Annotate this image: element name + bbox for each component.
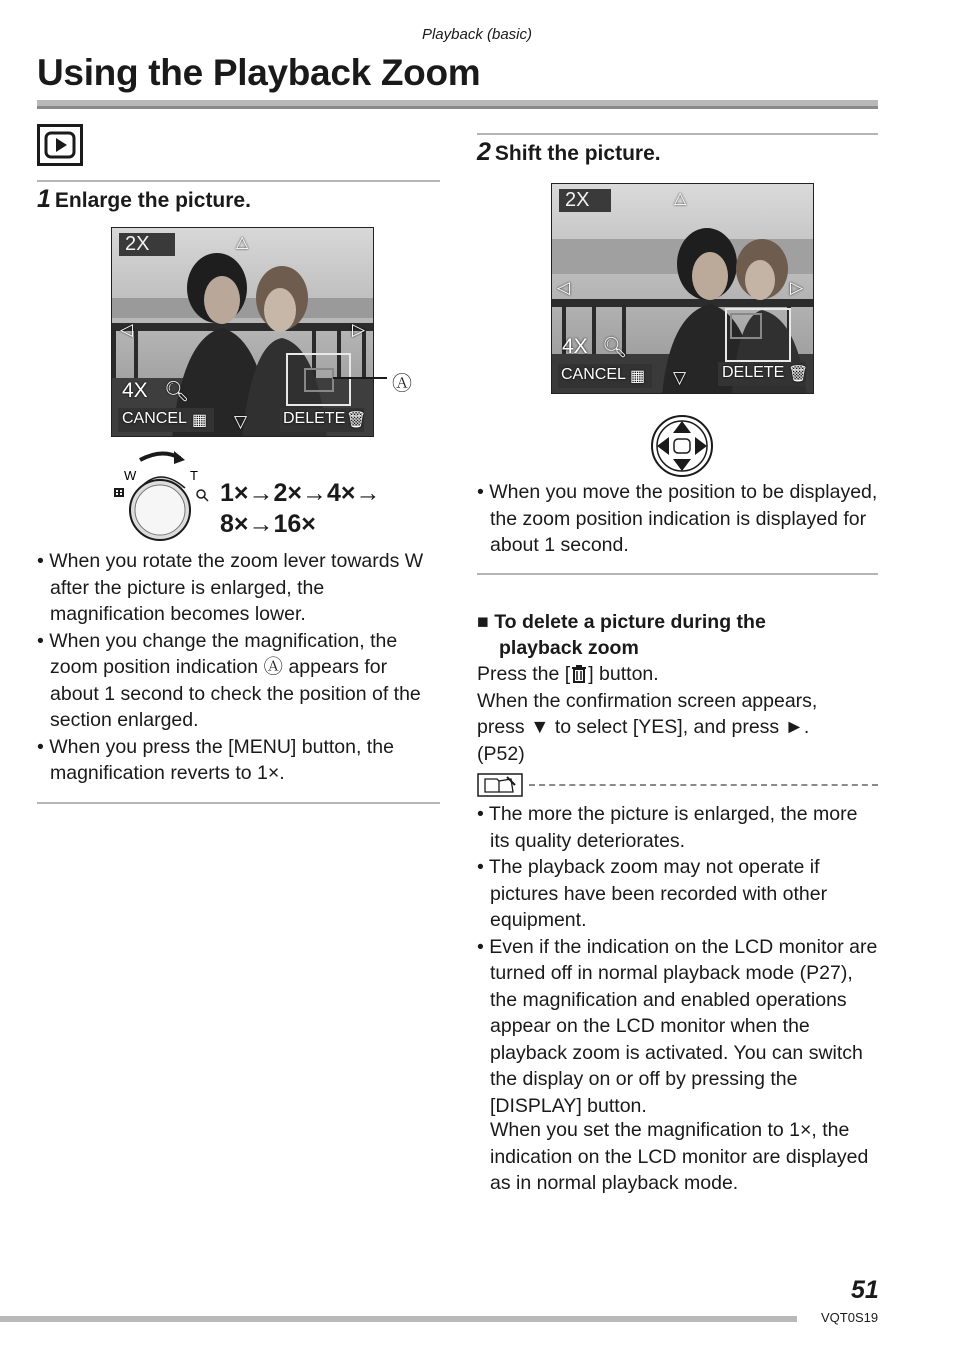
divider (37, 802, 440, 804)
trash-icon: 🗑︎ (346, 412, 367, 429)
trash-icon (570, 662, 588, 684)
left-arrow-icon: ◁ (120, 320, 134, 339)
step-title: Shift the picture. (494, 142, 661, 165)
step2-heading (477, 138, 661, 167)
right-arrow-icon: ▷ (352, 320, 366, 339)
magnifier-icon: 🔍︎ (164, 381, 190, 403)
list-item: • Even if the indication on the LCD monitor are turned off in normal playback mode (P27), the magnification and enabled operations appear on the LCD monitor when the playback zoom is activated. You can switch the display on or off by pressing the [DISPLAY] button. (477, 934, 879, 1120)
divider (37, 180, 440, 182)
delete-instructions (477, 661, 879, 767)
lever-t-label: T (190, 468, 198, 483)
delete-heading-line1: To delete a picture during the (494, 611, 766, 633)
list-item: • When you rotate the zoom lever towards W after the picture is enlarged, the magnification becomes lower. (37, 548, 439, 628)
press-before: Press the [ (477, 663, 571, 685)
step1-bullets (37, 548, 439, 787)
footer-rule (0, 1316, 797, 1322)
grid-icon: ▦ (630, 368, 646, 385)
callout-a-label: Ⓐ (392, 373, 412, 395)
lcd-screenshot-enlarge (111, 227, 374, 437)
divider (477, 573, 878, 575)
up-arrow-icon: △ (674, 190, 687, 207)
lcd-screenshot-shift (551, 183, 814, 394)
zoom-level-indicator: 2X (119, 233, 175, 256)
delete-heading-line2: playback zoom (499, 637, 639, 659)
lever-w-label: W (124, 468, 137, 483)
list-item: • The playback zoom may not operate if pictures have been recorded with other equipment. (477, 854, 879, 934)
up-arrow-icon: △ (236, 234, 249, 251)
magnifier-icon: 🔍︎ (602, 337, 628, 359)
zoom-4x-label: 4X (562, 335, 588, 358)
zoom-lever-illustration (110, 448, 220, 548)
list-item: • When you change the magnification, the zoom position indication Ⓐ appears for about 1 second to check the position of the section enlarged. (37, 628, 439, 734)
zoom-position-marker (730, 313, 762, 339)
section-label: Playback (basic) (421, 26, 533, 43)
zoom-position-frame (725, 308, 791, 362)
step-title: Enlarge the picture. (54, 189, 251, 212)
document-code: VQT0S19 (821, 1310, 879, 1325)
zoom-sequence (220, 478, 381, 540)
delete-label: DELETE (283, 410, 346, 427)
title-rule (37, 100, 878, 109)
list-item: • The more the picture is enlarged, the more its quality deteriorates. (477, 801, 879, 854)
list-item: • When you move the position to be displayed, the zoom position indication is displayed for about 1 second. (477, 479, 879, 559)
page-reference: (P52) (477, 742, 525, 765)
down-arrow-icon: ▽ (234, 412, 248, 431)
note-dashed-divider (529, 784, 878, 786)
press-line (477, 661, 879, 688)
step1-heading (37, 185, 251, 214)
step-number: 2 (477, 138, 491, 166)
grid-icon: ▦ (192, 412, 208, 429)
note-icon (477, 773, 523, 797)
zoom-4x-label: 4X (122, 379, 148, 402)
page-title: Using the Playback Zoom (37, 52, 481, 93)
notes-bullets (477, 801, 879, 1119)
step-number: 1 (37, 185, 51, 213)
zoom-position-marker (304, 368, 334, 392)
notes-continuation: When you set the magnification to 1×, the indication on the LCD monitor are displayed as in normal playback mode. (490, 1119, 869, 1194)
right-arrow-icon: ▷ (790, 278, 804, 297)
zoom-sequence-line1: 1×→2×→4×→ (220, 479, 381, 507)
cancel-label: CANCEL (122, 410, 187, 427)
left-arrow-icon: ◁ (557, 278, 571, 297)
select-yes-line: press ▼ to select [YES], and press ►. (477, 716, 810, 738)
down-arrow-icon: ▽ (673, 368, 687, 387)
confirmation-line: When the confirmation screen appears, (477, 689, 818, 712)
callout-leader-line (333, 370, 389, 390)
cursor-pad-icon (650, 414, 714, 478)
step2-bullets (477, 479, 879, 559)
playback-mode-icon (37, 124, 83, 166)
press-after: ] button. (588, 663, 659, 685)
zoom-level-indicator: 2X (559, 189, 611, 212)
square-bullet-icon: ■ (477, 611, 495, 633)
trash-icon: 🗑︎ (788, 366, 809, 383)
delete-section-heading (477, 609, 766, 661)
list-item: • When you press the [MENU] button, the magnification reverts to 1×. (37, 734, 439, 787)
zoom-sequence-line2: 8×→16× (220, 510, 316, 538)
divider (477, 133, 878, 135)
delete-label: DELETE (722, 364, 785, 381)
cancel-label: CANCEL (561, 366, 626, 383)
page-number: 51 (851, 1276, 879, 1304)
